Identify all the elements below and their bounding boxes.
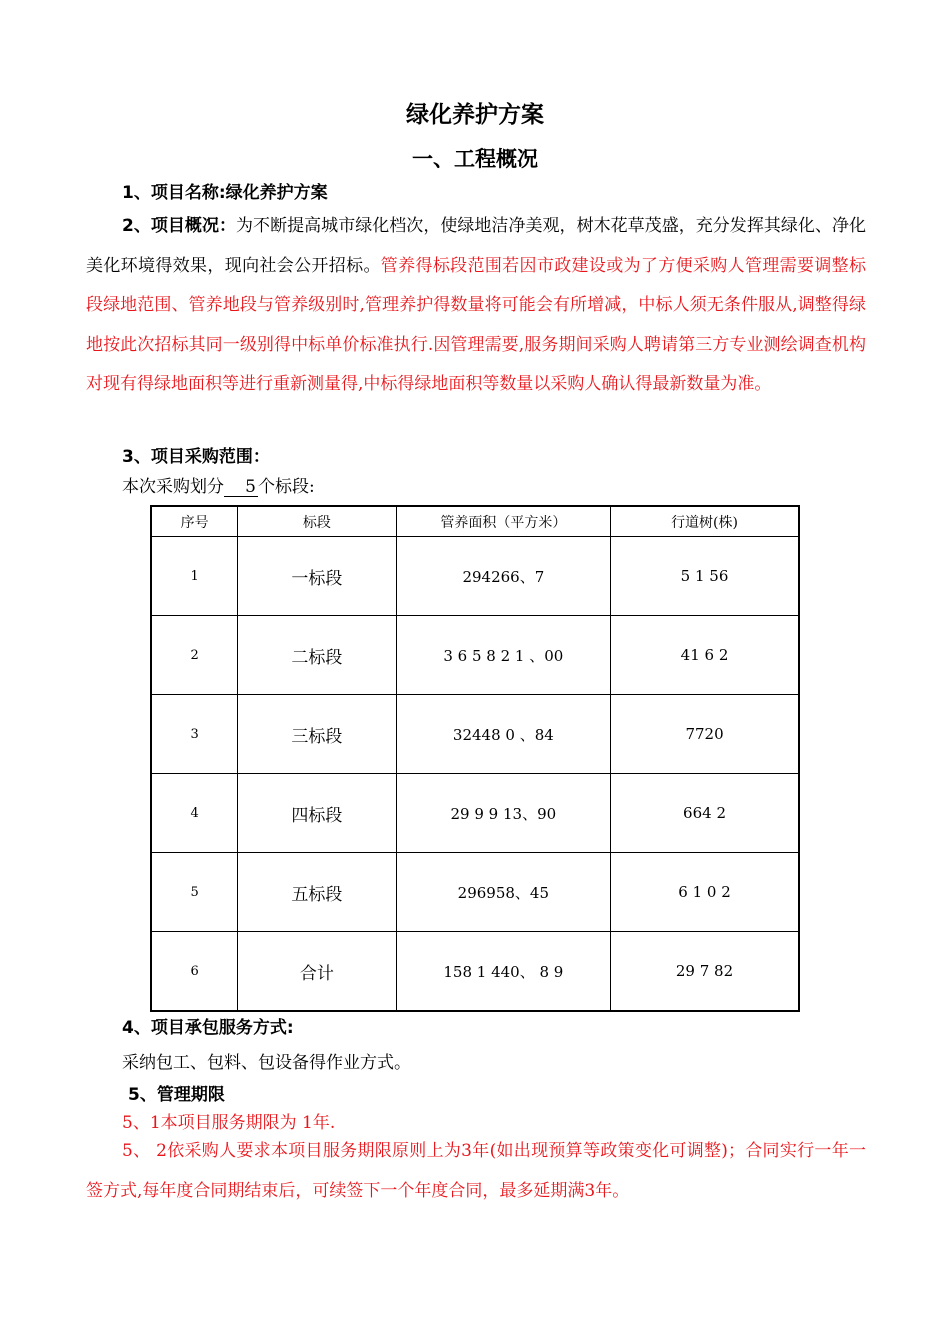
project-overview-red-text: 管养得标段范围若因市政建设或为了方便采购人管理需要调整标段绿地范围、管养地段与管养级别时,管理养护得数量将可能会有所增减，中标人须无条件服从,调整得绿地按此次招标其同一级别得中标单价标准执行.因管理需要,服务期间采购人聘请第三方专业测绘调查机构对现有得绿地面积等进行重新测量得,中标得绿地面积等数量以采购人确认得最新数量为准。: [86, 255, 867, 394]
cell-segment: 合计: [238, 932, 396, 1012]
cell-area: 29 9 9 13、90: [396, 774, 610, 853]
cell-segment: 四标段: [238, 774, 396, 853]
segment-count-line: [122, 475, 315, 499]
procurement-scope-heading: 3、项目采购范围：: [122, 447, 270, 467]
management-period-p1: 5、1本项目服务期限为 1年.: [122, 1113, 336, 1133]
table-row: [151, 616, 799, 695]
table-row: [151, 695, 799, 774]
cell-area: 3 6 5 8 2 1 、00: [396, 616, 610, 695]
management-period-p2: [86, 1132, 866, 1211]
cell-area: 294266、7: [396, 537, 610, 616]
segment-table: [150, 505, 800, 1012]
cell-segment: 三标段: [238, 695, 396, 774]
segment-count-suffix: 个标段:: [258, 477, 315, 497]
cell-trees: 7720: [611, 695, 799, 774]
cell-seq: 5: [151, 853, 238, 932]
project-overview-paragraph: [86, 207, 866, 405]
cell-area: 296958、45: [396, 853, 610, 932]
segment-count-prefix: 本次采购划分: [122, 477, 224, 497]
cell-trees: 664 2: [611, 774, 799, 853]
management-period-heading: 5、管理期限: [128, 1085, 225, 1105]
header-seq: 序号: [151, 506, 238, 537]
cell-segment: 一标段: [238, 537, 396, 616]
cell-segment: 五标段: [238, 853, 396, 932]
project-name-line: 1、项目名称:绿化养护方案: [122, 183, 328, 203]
cell-seq: 3: [151, 695, 238, 774]
table-row: [151, 537, 799, 616]
table-row: [151, 774, 799, 853]
cell-area: 32448 0 、84: [396, 695, 610, 774]
service-mode-heading: 4、项目承包服务方式:: [122, 1018, 294, 1038]
cell-area: 158 1 440、 8 9: [396, 932, 610, 1012]
cell-trees: 5 1 56: [611, 537, 799, 616]
cell-trees: 6 1 0 2: [611, 853, 799, 932]
project-overview-text: 为不断提高城市绿化档次，使绿地洁净美观，树木花草茂盛，充分发挥其绿化、净化美化环境得效果，现向社会公开招标。: [86, 216, 866, 276]
header-area: 管养面积（平方米）: [396, 506, 610, 537]
section-heading: 一、工程概况: [412, 147, 538, 171]
project-overview-label: 2、项目概况：: [122, 216, 237, 236]
header-segment: 标段: [238, 506, 396, 537]
service-mode-text: 采纳包工、包料、包设备得作业方式。: [122, 1053, 411, 1073]
document-title: 绿化养护方案: [406, 102, 544, 128]
cell-seq: 2: [151, 616, 238, 695]
cell-seq: 1: [151, 537, 238, 616]
cell-seq: 6: [151, 932, 238, 1012]
cell-seq: 4: [151, 774, 238, 853]
cell-segment: 二标段: [238, 616, 396, 695]
management-period-p2-text: 5、 2依采购人要求本项目服务期限原则上为3年(如出现预算等政策变化可调整)；合同实行一年一签方式,每年度合同期结束后，可续签下一个年度合同，最多延期满3年。: [86, 1141, 866, 1201]
table-row: [151, 853, 799, 932]
cell-trees: 29 7 82: [611, 932, 799, 1012]
header-trees: 行道树(株): [611, 506, 799, 537]
table-row-total: [151, 932, 799, 1012]
table-header-row: [151, 506, 799, 537]
cell-trees: 41 6 2: [611, 616, 799, 695]
segment-count-value: 5: [224, 478, 258, 497]
